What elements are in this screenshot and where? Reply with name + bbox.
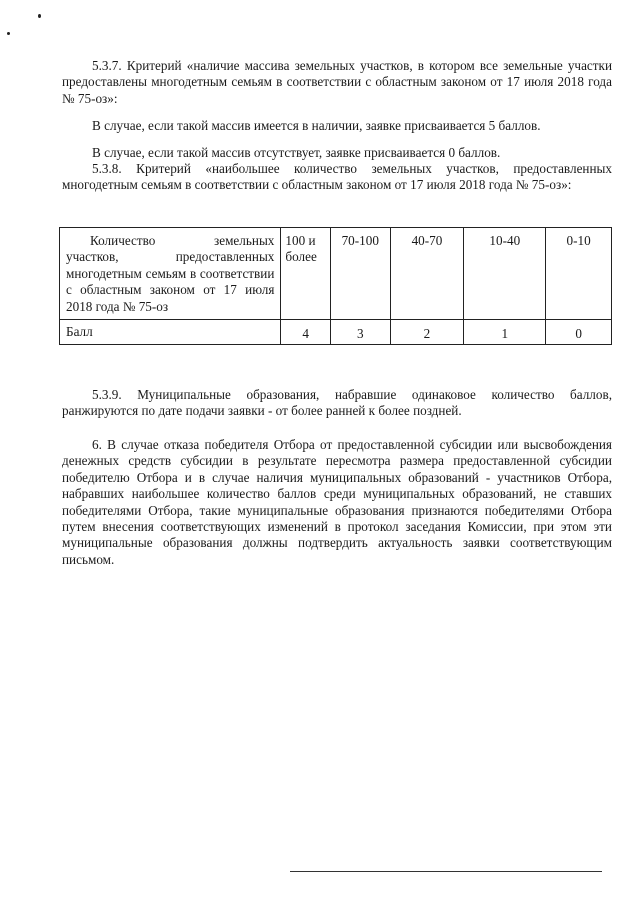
paragraph-6: 6. В случае отказа победителя Отбора от предоставленной субсидии или высвобождения денежных средств субсидии в результате пересмотра размера предоставленной субсидии победителю Отбора и в случае наличия муниципальных образований - участников Отбора, набравших наибольшее количество баллов среди муниципальных образований, не ставших победителями Отбора, такие муниципальные образования признаются победителями Отбора путем внесения соответствующих изменений в протокол заседания Комиссии, при этом эти муниципальные образования должны подтвердить актуальность заявки соответствующим письмом. (62, 437, 612, 567)
paragraph-5-3-7: 5.3.7. Критерий «наличие массива земельных участков, в котором все земельные участки предоставлены многодетным семьям в соответствии с областным законом от 17 июля 2018 года № 75-оз»: (62, 58, 612, 106)
paragraph-5-3-7-no: В случае, если такой массив отсутствует, заявке присваивается 0 баллов. (92, 145, 501, 160)
scan-speck (7, 32, 10, 35)
scoring-table (59, 227, 612, 345)
paragraph-5-3-8: 5.3.8. Критерий «наибольшее количество земельных участков, предоставленных многодетным семьям в соответствии с областным законом от 17 июля 2018 года № 75-оз»: (62, 161, 612, 193)
table-range-cell: 100 и более (281, 228, 331, 320)
table-score-cell: 4 (281, 320, 331, 345)
table-score-cell: 2 (390, 320, 464, 345)
table-range-cell: 40-70 (390, 228, 464, 320)
paragraph-5-3-9: 5.3.9. Муниципальные образования, набравшие одинаковое количество баллов, ранжируются по дате подачи заявки - от более ранней к более поздней. (62, 387, 612, 419)
table-row (60, 320, 612, 345)
paragraph-5-3-7-yes: В случае, если такой массив имеется в наличии, заявке присваивается 5 баллов. (92, 118, 541, 133)
table-range-cell: 0-10 (546, 228, 612, 320)
scan-speck (38, 14, 41, 18)
table-score-cell: 3 (330, 320, 390, 345)
table-score-label: Балл (60, 320, 281, 345)
table-row (60, 228, 612, 320)
table-header-label: Количество земельных участков, предоставленных многодетным семьям в соответствии с областным законом от 17 июля 2018 года № 75-оз (60, 228, 281, 320)
table-range-cell: 10-40 (464, 228, 546, 320)
table-score-cell: 1 (464, 320, 546, 345)
table-range-cell: 70-100 (330, 228, 390, 320)
table-score-cell: 0 (546, 320, 612, 345)
footer-rule (290, 871, 602, 872)
